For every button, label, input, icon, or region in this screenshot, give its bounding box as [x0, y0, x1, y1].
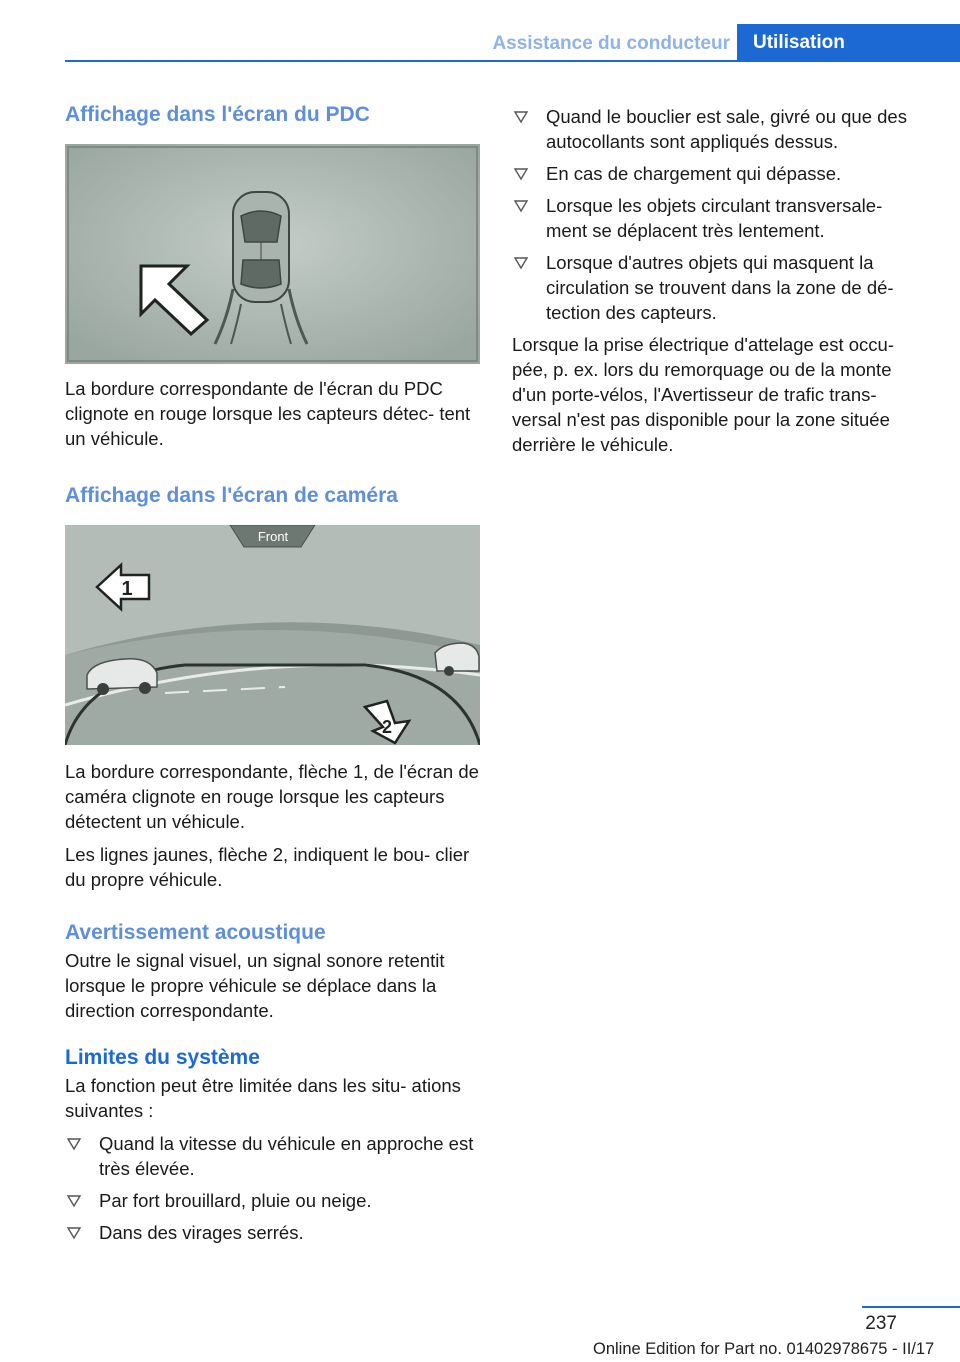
- list-item: [512, 104, 927, 154]
- pdc-description: La bordure correspondante de l'écran du PDC clignote en rouge lorsque les capteurs détec‐ tent un véhicule.: [65, 378, 471, 449]
- heading-acoustic-warning: Avertissement acoustique: [65, 921, 326, 944]
- limits-list-left: [65, 1131, 480, 1245]
- triangle-bullet-icon: [512, 161, 532, 186]
- camera-screen-illustration: [65, 525, 480, 745]
- list-item-text: Quand le bouclier est sale, givré ou que des autocollants sont appliqués dessus.: [546, 106, 907, 152]
- arrow-1-label: 1: [121, 578, 133, 600]
- triangle-bullet-icon: [65, 1131, 85, 1156]
- triangle-bullet-icon: [512, 250, 532, 275]
- list-item: [512, 161, 927, 186]
- right-column: [512, 104, 927, 457]
- arrow-2-label: 2: [381, 717, 393, 737]
- pdc-screen-illustration: [65, 144, 480, 364]
- triangle-bullet-icon: [512, 193, 532, 218]
- triangle-bullet-icon: [65, 1220, 85, 1245]
- list-item-text: Lorsque d'autres objets qui masquent la circulation se trouvent dans la zone de dé‐ tection des capteurs.: [546, 252, 894, 323]
- camera-description-2: Les lignes jaunes, flèche 2, indiquent le bou‐ clier du propre véhicule.: [65, 844, 470, 890]
- header-section-title: Assistance du conducteur: [492, 33, 730, 54]
- edition-footer: Online Edition for Part no. 01402978675 - II/17: [593, 1340, 935, 1358]
- list-item-text: Lorsque les objets circulant transversale‐ ment se déplacent très lentement.: [546, 195, 883, 241]
- triangle-bullet-icon: [65, 1188, 85, 1213]
- vehicle-top-view-icon: [233, 192, 289, 302]
- acoustic-description: Outre le signal visuel, un signal sonore retentit lorsque le propre véhicule se déplace dans la direction correspondante.: [65, 950, 445, 1021]
- list-item: [65, 1188, 480, 1213]
- list-item: [512, 250, 927, 325]
- triangle-bullet-icon: [512, 104, 532, 129]
- list-item: [65, 1220, 480, 1245]
- right-vehicle-icon: [435, 643, 479, 676]
- list-item-text: Dans des virages serrés.: [99, 1222, 304, 1243]
- camera-front-label: Front: [257, 529, 289, 544]
- list-item-text: En cas de chargement qui dépasse.: [546, 163, 842, 184]
- page-number: 237: [865, 1313, 897, 1334]
- header-chapter-tab: Utilisation: [737, 24, 960, 62]
- header-rule: [65, 60, 960, 62]
- camera-description-1: La bordure correspondante, flèche 1, de l'écran de caméra clignote en rouge lorsque les capteurs détectent un véhicule.: [65, 761, 479, 832]
- list-item: [65, 1131, 480, 1181]
- footer-rule: [862, 1306, 960, 1308]
- trailer-note: Lorsque la prise électrique d'attelage est occu‐ pée, p. ex. lors du remorquage ou de la monte d'un porte-vélos, l'Avertisseur de trafic trans‐ versal n'est pas disponible pour la zone située derrière le véhicule.: [512, 334, 894, 455]
- limits-intro: La fonction peut être limitée dans les situ‐ ations suivantes :: [65, 1075, 461, 1121]
- left-column: [65, 100, 480, 1252]
- heading-system-limits: Limites du système: [65, 1046, 260, 1069]
- list-item: [512, 193, 927, 243]
- list-item-text: Par fort brouillard, pluie ou neige.: [99, 1190, 372, 1211]
- heading-pdc-display: Affichage dans l'écran du PDC: [65, 103, 370, 126]
- heading-camera-display: Affichage dans l'écran de caméra: [65, 484, 398, 507]
- limits-list-right: [512, 104, 927, 325]
- list-item-text: Quand la vitesse du véhicule en approche est très élevée.: [99, 1133, 474, 1179]
